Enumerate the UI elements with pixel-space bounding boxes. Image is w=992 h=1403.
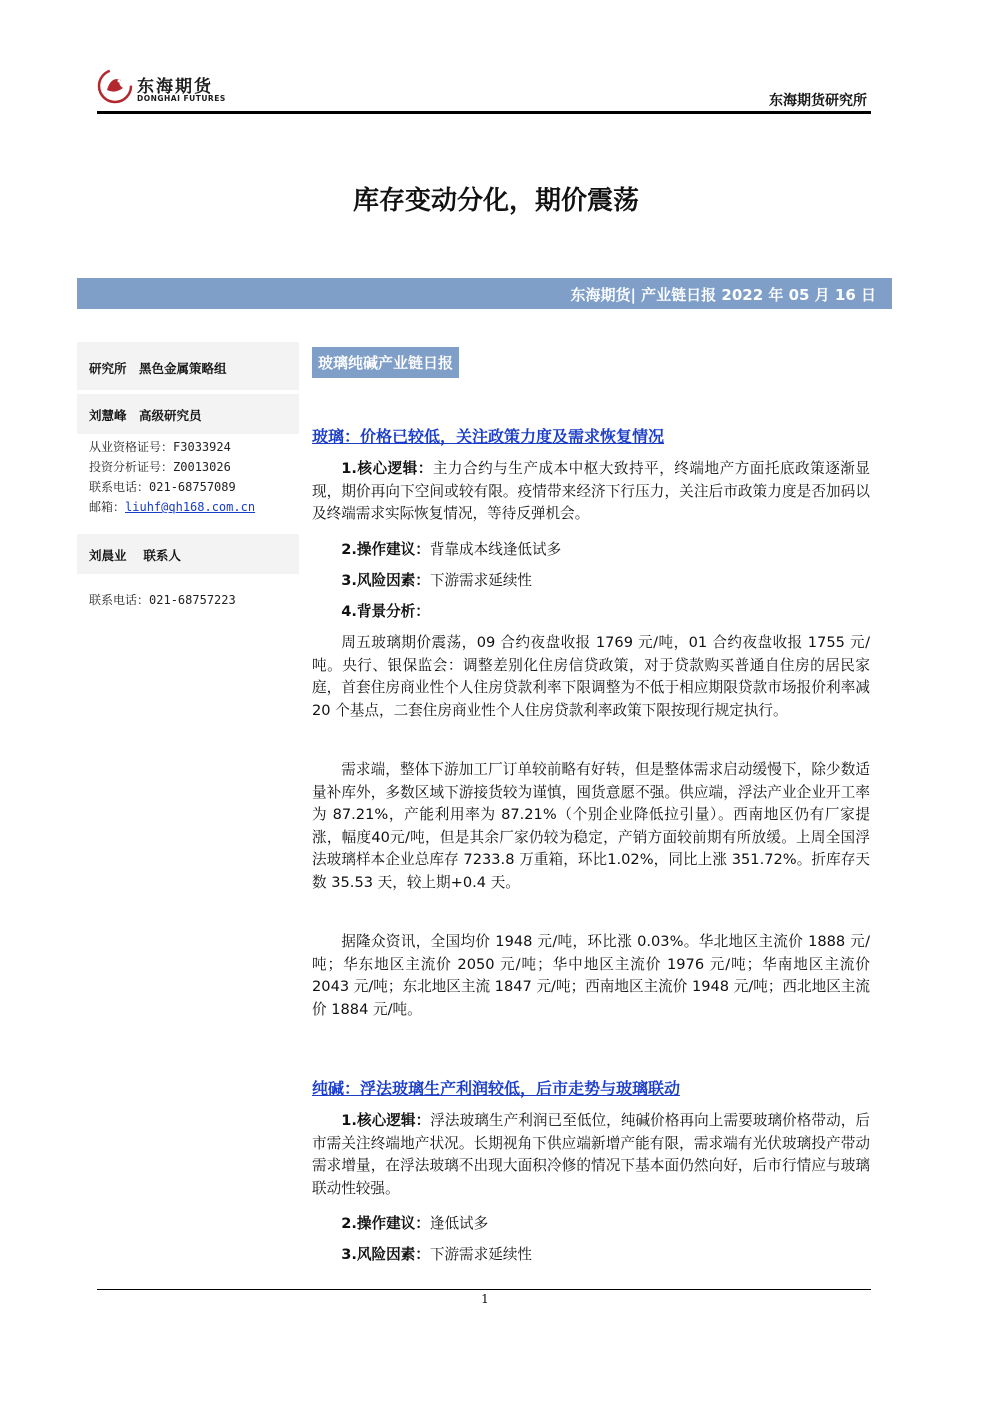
glass-core-logic: 1.核心逻辑：主力合约与生产成本中枢大致持平，终端地产方面托底政策逐渐显现，期价再向下空间或较有限。疫情带来经济下行压力，关注后市政策力度是否加码以及终端需求实际恢复情况，等待反弹机会。 — [312, 460, 870, 522]
investment-cert-line: 投资分析证号：Z0013026 — [89, 460, 231, 474]
soda-section-title[interactable]: 纯碱：浮法玻璃生产利润较低，后市走势与玻璃联动 — [312, 1079, 681, 1098]
footer-rule — [97, 1289, 871, 1290]
institute-name: 东海期货研究所 — [769, 93, 867, 109]
email-link[interactable]: liuhf@qh168.com.cn — [125, 500, 256, 514]
section-tag: 玻璃纯碱产业链日报 — [312, 347, 459, 378]
dept-label: 研究所 黑色金属策略组 — [89, 361, 227, 376]
glass-suggestion: 2.操作建议：背靠成本线逢低试多 — [341, 541, 562, 558]
banner-text: 东海期货| 产业链日报 2022 年 05 月 16 日 — [570, 286, 876, 304]
contact-block — [77, 534, 299, 574]
report-banner — [77, 278, 892, 309]
analyst-name: 刘慧峰 高级研究员 — [89, 408, 202, 423]
glass-background-p1: 周五玻璃期价震荡，09 合约夜盘收报 1769 元/吨，01 合约夜盘收报 1755 元/吨。央行、银保监会：调整差别化住房信贷政策，对于贷款购买普通自住房的居民家庭，首套住房商业性个人住房贷款利率下限调整为不低于相应期限贷款市场报价利率减 20 个基点，二套住房商业性个人住房贷款利率政策下限按现行规定执行。 — [312, 634, 870, 719]
analyst-block — [77, 394, 299, 434]
logo-en-text: DONGHAI FUTURES — [137, 94, 226, 103]
page-number: 1 — [481, 1292, 489, 1306]
report-title: 库存变动分化，期价震荡 — [352, 186, 639, 216]
glass-section-title[interactable]: 玻璃：价格已较低，关注政策力度及需求恢复情况 — [312, 427, 665, 446]
dragon-logo-icon — [97, 68, 133, 104]
glass-background-head: 4.背景分析： — [341, 603, 430, 620]
soda-core-logic: 1.核心逻辑：浮法玻璃生产利润已至低位，纯碱价格再向上需要玻璃价格带动，后市需关注终端地产状况。长期视角下供应端新增产能有限，需求端有光伏玻璃投产带动需求增量，在浮法玻璃不出现大面积冷修的情况下基本面仍然向好，后市行情应与玻璃联动性较强。 — [312, 1112, 870, 1197]
qualification-line: 从业资格证号：F3033924 — [89, 440, 231, 454]
contact-phone-line: 联系电话：021-68757223 — [89, 593, 236, 607]
glass-background-p3: 据隆众资讯，全国均价 1948 元/吨，环比涨 0.03%。华北地区主流价 1888 元/吨；华东地区主流价 2050 元/吨；华中地区主流价 1976 元/吨；华南地区主流价 2043 元/吨；东北地区主流 1847 元/吨；西南地区主流价 1948 元/吨；西北地区主流价 1884 元/吨。 — [312, 933, 870, 1018]
glass-background-p2: 需求端，整体下游加工厂订单较前略有好转，但是整体需求启动缓慢下，除少数适量补库外，多数区域下游接货较为谨慎，囤货意愿不强。供应端，浮法产业企业开工率为 87.21%，产能利用率为 87.21%（个别企业降低拉引量）。西南地区仍有厂家提涨，幅度40元/吨，但是其余厂家仍较为稳定，产销方面较前期有所放缓。上周全国浮法玻璃样本企业总库存 7233.8 万重箱，环比1.02%，同比上涨 351.72%。折库存天数 35.53 天，较上期+0.4 天。 — [312, 761, 870, 891]
email-line: 邮箱：liuhf@qh168.com.cn — [89, 500, 256, 514]
glass-risk: 3.风险因素：下游需求延续性 — [341, 572, 533, 589]
contact-name: 刘晨业 联系人 — [89, 548, 181, 563]
logo-cn-text: 东海期货 — [137, 77, 213, 97]
company-logo — [97, 68, 227, 106]
soda-suggestion: 2.操作建议：逢低试多 — [341, 1215, 489, 1232]
soda-risk: 3.风险因素：下游需求延续性 — [341, 1246, 533, 1263]
dept-block — [77, 342, 299, 390]
phone-line: 联系电话：021-68757089 — [89, 480, 236, 494]
header-rule — [97, 111, 871, 114]
